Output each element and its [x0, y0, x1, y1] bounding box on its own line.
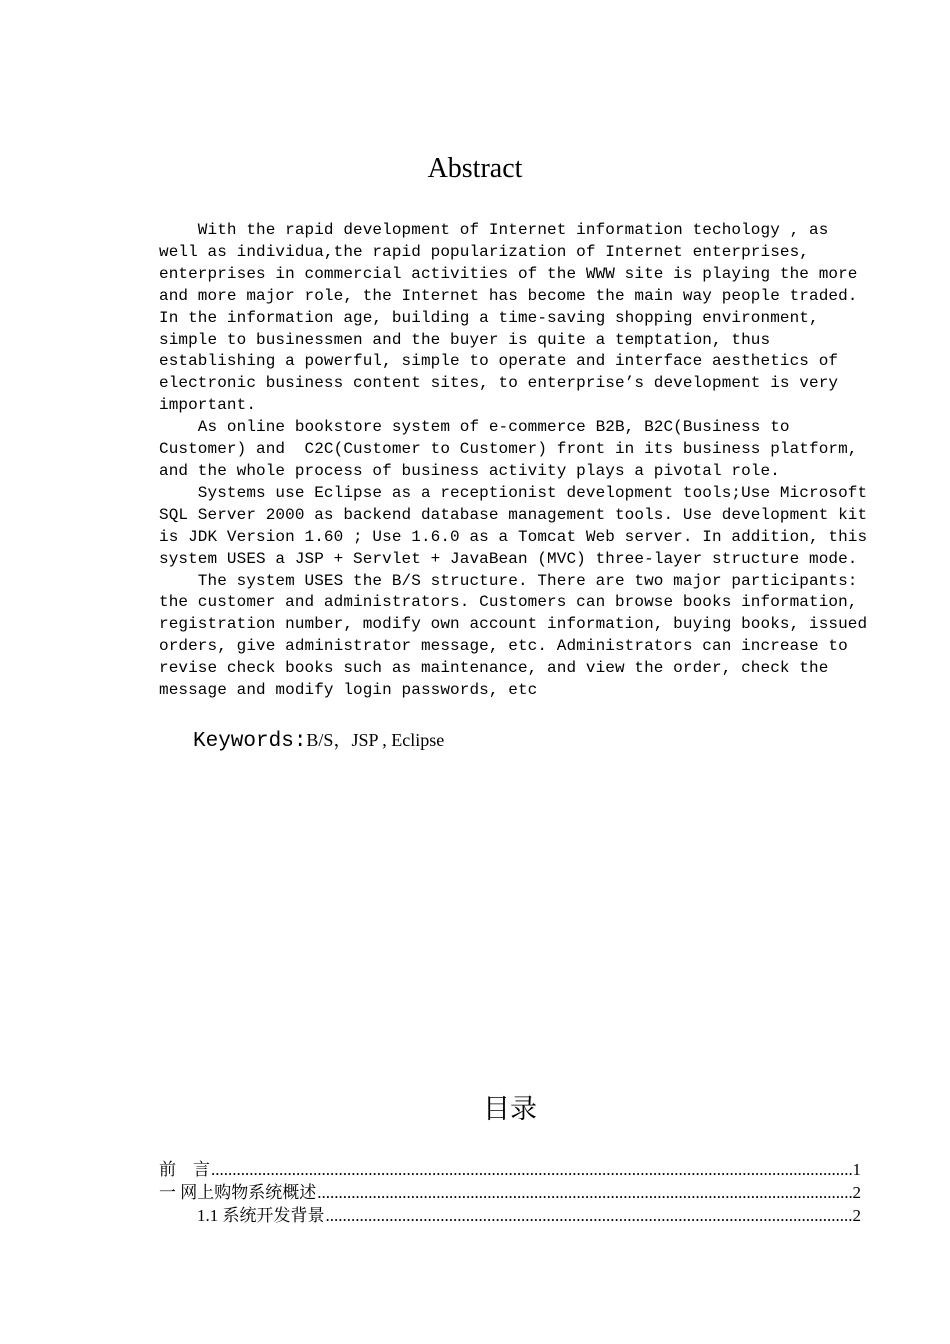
toc-dot-leader: [326, 1204, 852, 1227]
abstract-paragraph-4: The system USES the B/S structure. There are two major participants: the customer and administrators. Customers can browse books information, registration number, modify own account information, buying books, issued orders, give administrator message, etc. Administrators can increase to revise check books such as maintenance, and view the order, check the message and modify login passwords, etc: [159, 571, 868, 700]
toc-entry-section-1-1[interactable]: [159, 1204, 861, 1227]
keywords-line: [193, 726, 444, 753]
toc-dot-leader: [211, 1158, 852, 1181]
abstract-paragraph-2: As online bookstore system of e-commerce B2B, B2C(Business to Customer) and C2C(Customer to Customer) front in its business platform, and the whole process of business activity plays a pivotal role.: [159, 418, 858, 480]
abstract-paragraph-1: With the rapid development of Internet information techology , as well as individua,the rapid popularization of Internet enterprises, enterprises in commercial activities of the WWW site is playing the more and more major role, the Internet has become the main way people traded. In the information age, building a time-saving shopping environment, simple to businessmen and the buyer is quite a temptation, thus establishing a powerful, simple to operate and interface aesthetics of electronic business content sites, to enterprise’s development is very important.: [159, 221, 858, 415]
table-of-contents: [159, 1158, 861, 1227]
abstract-title: Abstract: [427, 153, 523, 184]
abstract-paragraph-3: Systems use Eclipse as a receptionist development tools;Use Microsoft SQL Server 2000 as backend database management tools. Use development kit is JDK Version 1.60 ; Use 1.6.0 as a Tomcat Web server. In addition, this system USES a JSP + Servlet + JavaBean (MVC) three-layer structure mode.: [159, 483, 868, 568]
toc-entry-label: 一 网上购物系统概述: [159, 1183, 317, 1202]
toc-entry-page: 2: [852, 1183, 861, 1202]
keywords-values: B/S，JSP , Eclipse: [306, 730, 445, 750]
toc-entry-preface[interactable]: [159, 1158, 861, 1181]
toc-entry-page: 2: [852, 1206, 861, 1225]
toc-entry-page: 1: [852, 1160, 861, 1179]
toc-entry-chapter-1[interactable]: [159, 1181, 861, 1204]
abstract-body: [159, 220, 869, 702]
toc-title: 目录: [483, 1094, 537, 1125]
toc-dot-leader: [317, 1181, 851, 1204]
toc-entry-label: 1.1 系统开发背景: [197, 1206, 325, 1225]
toc-entry-label: 前 言: [159, 1160, 210, 1179]
keywords-label: Keywords:: [193, 730, 307, 753]
